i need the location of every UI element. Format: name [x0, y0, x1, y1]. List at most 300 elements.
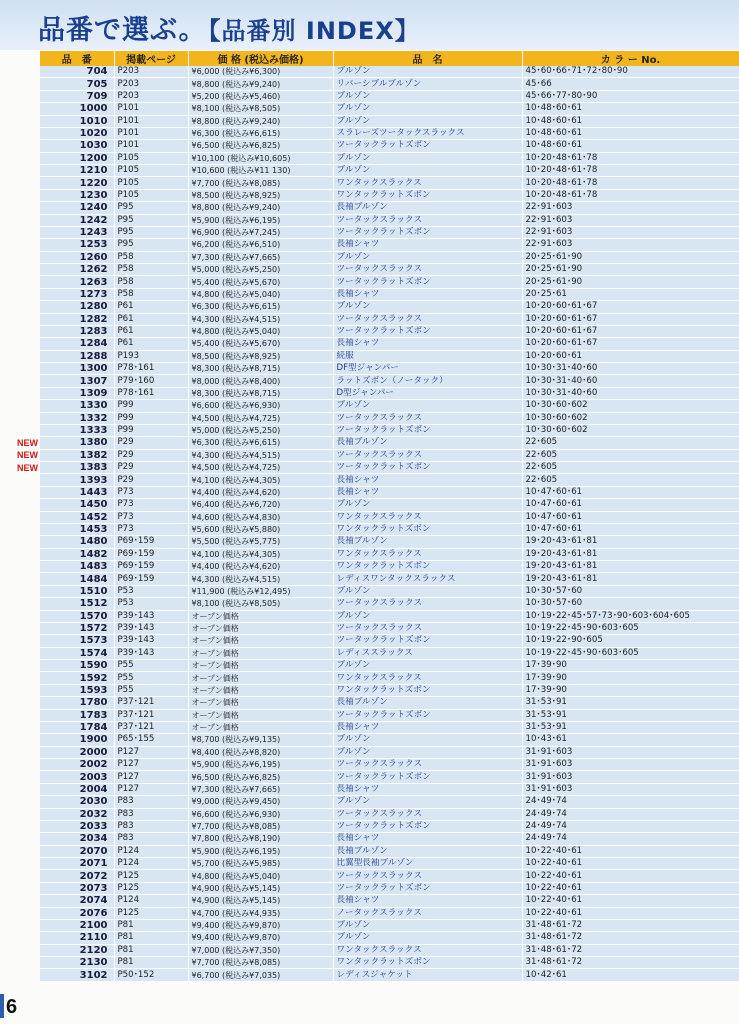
- cell-no: 1253: [40, 239, 114, 251]
- table-row: [40, 363, 739, 375]
- table-row: [40, 870, 739, 882]
- cell-page: P78･161: [114, 387, 188, 399]
- cell-colors: 17･39･90: [522, 660, 739, 672]
- table-row: [40, 226, 739, 238]
- cell-page: P95: [114, 239, 188, 251]
- table-row: [40, 697, 739, 709]
- table-row: [40, 462, 739, 474]
- cell-page: P101: [114, 127, 188, 139]
- cell-name: D型ジャンパー: [333, 387, 522, 399]
- cell-colors: 22･605: [522, 474, 739, 486]
- cell-no: 3102: [40, 969, 114, 981]
- cell-price: オープン価格: [188, 709, 333, 721]
- table-row: [40, 548, 739, 560]
- cell-price: ¥4,900 (税込み¥5,145): [188, 882, 333, 894]
- cell-colors: 10･47･60･61: [522, 511, 739, 523]
- cell-price: ¥9,400 (税込み¥9,870): [188, 932, 333, 944]
- cell-no: 2073: [40, 882, 114, 894]
- table-row: [40, 907, 739, 919]
- cell-no: 2033: [40, 820, 114, 832]
- cell-colors: 10･20･48･61･78: [522, 152, 739, 164]
- cell-colors: 10･42･61: [522, 969, 739, 981]
- table-row: [40, 264, 739, 276]
- cell-name: 比翼型長袖ブルゾン: [333, 858, 522, 870]
- cell-name: ワンタックラットズボン: [333, 957, 522, 969]
- cell-page: P39･143: [114, 622, 188, 634]
- cell-page: P83: [114, 808, 188, 820]
- cell-name: ブルゾン: [333, 301, 522, 313]
- cell-price: オープン価格: [188, 684, 333, 696]
- cell-name: DF型ジャンパー: [333, 363, 522, 375]
- cell-colors: 19･20･43･61･81: [522, 548, 739, 560]
- page-number-bar: [0, 994, 4, 1018]
- cell-name: 長袖シャツ: [333, 474, 522, 486]
- cell-price: オープン価格: [188, 672, 333, 684]
- table-row: [40, 684, 739, 696]
- cell-colors: 10･22･40･61: [522, 882, 739, 894]
- cell-price: ¥9,000 (税込み¥9,450): [188, 796, 333, 808]
- cell-colors: 10･20･60･61･67: [522, 325, 739, 337]
- cell-no: 1780: [40, 697, 114, 709]
- cell-price: ¥4,300 (税込み¥4,515): [188, 449, 333, 461]
- cell-colors: 10･19･22･45･90･603･605: [522, 647, 739, 659]
- cell-page: P83: [114, 833, 188, 845]
- cell-page: P55: [114, 684, 188, 696]
- cell-page: P37･121: [114, 709, 188, 721]
- cell-name: ツータックラットズボン: [333, 882, 522, 894]
- cell-name: レディスワンタックスラックス: [333, 573, 522, 585]
- cell-page: P95: [114, 214, 188, 226]
- cell-name: 長袖シャツ: [333, 338, 522, 350]
- table-row: [40, 239, 739, 251]
- cell-name: ツータックスラックス: [333, 214, 522, 226]
- cell-price: オープン価格: [188, 635, 333, 647]
- cell-name: スラレーズツータックスラックス: [333, 127, 522, 139]
- cell-colors: 31･48･61･72: [522, 919, 739, 931]
- cell-name: 長袖シャツ: [333, 721, 522, 733]
- cell-no: 1484: [40, 573, 114, 585]
- cell-price: ¥7,800 (税込み¥8,190): [188, 833, 333, 845]
- cell-name: ツータックスラックス: [333, 264, 522, 276]
- table-row: [40, 511, 739, 523]
- cell-price: ¥6,200 (税込み¥6,510): [188, 239, 333, 251]
- cell-page: P29: [114, 462, 188, 474]
- table-row: [40, 796, 739, 808]
- cell-no: 1280: [40, 301, 114, 313]
- cell-colors: 10･30･57･60: [522, 585, 739, 597]
- table-row: [40, 499, 739, 511]
- cell-name: ブルゾン: [333, 796, 522, 808]
- cell-colors: 10･48･60･61: [522, 127, 739, 139]
- cell-page: P124: [114, 895, 188, 907]
- cell-no: 1483: [40, 561, 114, 573]
- cell-price: オープン価格: [188, 610, 333, 622]
- cell-page: P58: [114, 288, 188, 300]
- cell-colors: 31･53･91: [522, 697, 739, 709]
- cell-colors: 19･20･43･61･81: [522, 573, 739, 585]
- cell-page: P39･143: [114, 610, 188, 622]
- cell-name: ブルゾン: [333, 103, 522, 115]
- cell-colors: 22･605: [522, 437, 739, 449]
- table-row: [40, 202, 739, 214]
- cell-colors: 10･22･40･61: [522, 895, 739, 907]
- cell-price: オープン価格: [188, 660, 333, 672]
- cell-name: ブルゾン: [333, 610, 522, 622]
- table-row: [40, 313, 739, 325]
- cell-no: 1480: [40, 536, 114, 548]
- cell-name: ツータックラットズボン: [333, 709, 522, 721]
- new-badge: NEW: [17, 437, 38, 448]
- table-row: [40, 140, 739, 152]
- cell-price: ¥5,200 (税込み¥5,460): [188, 90, 333, 102]
- cell-name: ワンタックスラックス: [333, 177, 522, 189]
- new-badge: NEW: [17, 450, 38, 461]
- cell-colors: 10･47･60･61: [522, 523, 739, 535]
- cell-no: 1383: [40, 462, 114, 474]
- cell-page: P69･159: [114, 536, 188, 548]
- cell-page: P61: [114, 325, 188, 337]
- table-row: [40, 103, 739, 115]
- cell-page: P55: [114, 672, 188, 684]
- cell-colors: 10･20･60･61･67: [522, 301, 739, 313]
- cell-colors: 10･19･22･45･57･73･90･603･604･605: [522, 610, 739, 622]
- cell-name: ツータックラットズボン: [333, 820, 522, 832]
- cell-price: オープン価格: [188, 622, 333, 634]
- table-row: [40, 424, 739, 436]
- cell-price: ¥8,800 (税込み¥9,240): [188, 115, 333, 127]
- cell-price: ¥4,800 (税込み¥5,040): [188, 325, 333, 337]
- cell-no: 1300: [40, 363, 114, 375]
- cell-colors: 22･605: [522, 462, 739, 474]
- cell-no: 2120: [40, 944, 114, 956]
- cell-page: P193: [114, 350, 188, 362]
- cell-colors: 19･20･43･61･81: [522, 561, 739, 573]
- cell-name: ブルゾン: [333, 499, 522, 511]
- table-row: [40, 474, 739, 486]
- cell-no: 704: [40, 66, 114, 78]
- cell-page: P61: [114, 338, 188, 350]
- cell-price: ¥8,700 (税込み¥9,135): [188, 734, 333, 746]
- cell-price: ¥4,400 (税込み¥4,620): [188, 561, 333, 573]
- cell-no: 1330: [40, 400, 114, 412]
- cell-page: P53: [114, 598, 188, 610]
- cell-price: ¥6,600 (税込み¥6,930): [188, 400, 333, 412]
- cell-no: 2110: [40, 932, 114, 944]
- cell-no: 1220: [40, 177, 114, 189]
- cell-page: P124: [114, 845, 188, 857]
- cell-no: 1450: [40, 499, 114, 511]
- cell-page: P73: [114, 511, 188, 523]
- cell-price: ¥4,300 (税込み¥4,515): [188, 313, 333, 325]
- cell-page: P127: [114, 759, 188, 771]
- cell-price: ¥4,800 (税込み¥5,040): [188, 288, 333, 300]
- table-row: [40, 845, 739, 857]
- cell-colors: 31･91･603: [522, 783, 739, 795]
- cell-price: ¥8,400 (税込み¥8,820): [188, 746, 333, 758]
- cell-name: 長袖ブルゾン: [333, 845, 522, 857]
- cell-name: ワンタックスラックス: [333, 672, 522, 684]
- cell-colors: 31･48･61･72: [522, 957, 739, 969]
- cell-price: ¥10,600 (税込み¥11 130): [188, 165, 333, 177]
- cell-price: ¥8,500 (税込み¥8,925): [188, 350, 333, 362]
- cell-no: 705: [40, 78, 114, 90]
- cell-price: ¥5,400 (税込み¥5,670): [188, 338, 333, 350]
- cell-no: 1262: [40, 264, 114, 276]
- cell-price: ¥7,700 (税込み¥8,085): [188, 820, 333, 832]
- cell-colors: 24･49･74: [522, 833, 739, 845]
- cell-colors: 31･53･91: [522, 721, 739, 733]
- cell-no: 1240: [40, 202, 114, 214]
- cell-price: ¥8,300 (税込み¥8,715): [188, 387, 333, 399]
- table-row: [40, 783, 739, 795]
- cell-name: ワンタックスラックス: [333, 548, 522, 560]
- cell-colors: 10･47･60･61: [522, 499, 739, 511]
- cell-colors: 31･48･61･72: [522, 932, 739, 944]
- cell-price: ¥6,300 (税込み¥6,615): [188, 301, 333, 313]
- cell-price: ¥5,900 (税込み¥6,195): [188, 845, 333, 857]
- cell-no: 1452: [40, 511, 114, 523]
- cell-name: 長袖ブルゾン: [333, 437, 522, 449]
- col-header-price: 価 格 (税込み価格): [188, 51, 333, 66]
- cell-price: ¥7,300 (税込み¥7,665): [188, 783, 333, 795]
- table-row: [40, 919, 739, 931]
- cell-colors: 10･43･61: [522, 734, 739, 746]
- table-row: [40, 214, 739, 226]
- cell-name: ツータックスラックス: [333, 412, 522, 424]
- cell-page: P69･159: [114, 561, 188, 573]
- table-row: [40, 944, 739, 956]
- cell-page: P73: [114, 523, 188, 535]
- cell-name: ブルゾン: [333, 152, 522, 164]
- cell-page: P105: [114, 189, 188, 201]
- cell-colors: 10･19･22･45･90･603･605: [522, 622, 739, 634]
- cell-page: P73: [114, 486, 188, 498]
- cell-no: 2071: [40, 858, 114, 870]
- table-row: [40, 78, 739, 90]
- table-row: [40, 573, 739, 585]
- cell-page: P65･155: [114, 734, 188, 746]
- cell-page: P127: [114, 746, 188, 758]
- cell-page: P81: [114, 944, 188, 956]
- cell-page: P69･159: [114, 573, 188, 585]
- table-row: [40, 165, 739, 177]
- table-row: [40, 561, 739, 573]
- cell-colors: 31･48･61･72: [522, 944, 739, 956]
- cell-page: P127: [114, 771, 188, 783]
- cell-page: P105: [114, 177, 188, 189]
- cell-name: ブルゾン: [333, 746, 522, 758]
- cell-no: 1590: [40, 660, 114, 672]
- cell-name: 長袖ブルゾン: [333, 697, 522, 709]
- cell-name: ツータックスラックス: [333, 808, 522, 820]
- cell-page: P69･159: [114, 548, 188, 560]
- cell-no: 2034: [40, 833, 114, 845]
- cell-page: P29: [114, 437, 188, 449]
- cell-colors: 10･22･40･61: [522, 858, 739, 870]
- cell-colors: 17･39･90: [522, 672, 739, 684]
- cell-colors: 45･66: [522, 78, 739, 90]
- cell-no: 1574: [40, 647, 114, 659]
- cell-no: 1283: [40, 325, 114, 337]
- cell-page: P61: [114, 313, 188, 325]
- table-body: [40, 66, 739, 981]
- cell-page: P125: [114, 870, 188, 882]
- cell-page: P101: [114, 140, 188, 152]
- cell-colors: 10･20･48･61･78: [522, 165, 739, 177]
- cell-colors: 10･48･60･61: [522, 103, 739, 115]
- table-row: [40, 969, 739, 981]
- cell-price: ¥6,600 (税込み¥6,930): [188, 808, 333, 820]
- cell-price: ¥4,700 (税込み¥4,935): [188, 907, 333, 919]
- cell-name: ブルゾン: [333, 115, 522, 127]
- cell-name: 長袖シャツ: [333, 288, 522, 300]
- cell-page: P81: [114, 919, 188, 931]
- table-row: [40, 189, 739, 201]
- cell-name: レディススラックス: [333, 647, 522, 659]
- table-row: [40, 672, 739, 684]
- cell-name: 長袖ブルゾン: [333, 536, 522, 548]
- cell-name: ブルゾン: [333, 251, 522, 263]
- cell-no: 1512: [40, 598, 114, 610]
- cell-page: P101: [114, 103, 188, 115]
- cell-page: P203: [114, 90, 188, 102]
- page-title: [38, 8, 420, 47]
- cell-name: ワンタックスラックス: [333, 944, 522, 956]
- cell-page: P58: [114, 276, 188, 288]
- cell-page: P55: [114, 660, 188, 672]
- cell-colors: 10･20･48･61･78: [522, 177, 739, 189]
- table-row: [40, 437, 739, 449]
- table-row: [40, 301, 739, 313]
- cell-price: ¥4,800 (税込み¥5,040): [188, 870, 333, 882]
- cell-page: P95: [114, 226, 188, 238]
- cell-price: ¥4,400 (税込み¥4,620): [188, 486, 333, 498]
- table-row: [40, 375, 739, 387]
- table-row: [40, 721, 739, 733]
- cell-page: P81: [114, 957, 188, 969]
- cell-colors: 10･48･60･61: [522, 140, 739, 152]
- cell-colors: 10･30･60･602: [522, 400, 739, 412]
- cell-colors: 24･49･74: [522, 808, 739, 820]
- cell-colors: 22･91･603: [522, 202, 739, 214]
- cell-name: 長袖シャツ: [333, 833, 522, 845]
- cell-no: 1200: [40, 152, 114, 164]
- cell-no: 2070: [40, 845, 114, 857]
- cell-price: ¥5,000 (税込み¥5,250): [188, 424, 333, 436]
- cell-no: 2072: [40, 870, 114, 882]
- cell-colors: 31･91･603: [522, 771, 739, 783]
- cell-colors: 22･91･603: [522, 239, 739, 251]
- cell-name: 長袖ブルゾン: [333, 202, 522, 214]
- cell-no: 1783: [40, 709, 114, 721]
- cell-page: P39･143: [114, 635, 188, 647]
- cell-name: ブルゾン: [333, 90, 522, 102]
- cell-no: 2004: [40, 783, 114, 795]
- table-row: [40, 400, 739, 412]
- table-row: [40, 350, 739, 362]
- table-row: [40, 66, 739, 78]
- table-row: [40, 833, 739, 845]
- table-row: [40, 610, 739, 622]
- cell-no: 2003: [40, 771, 114, 783]
- cell-colors: 24･49･74: [522, 796, 739, 808]
- table-row: [40, 486, 739, 498]
- cell-colors: 31･53･91: [522, 709, 739, 721]
- table-row: [40, 858, 739, 870]
- table-row: [40, 598, 739, 610]
- cell-name: ツータックスラックス: [333, 759, 522, 771]
- cell-page: P99: [114, 412, 188, 424]
- cell-no: 1570: [40, 610, 114, 622]
- cell-page: P203: [114, 66, 188, 78]
- cell-price: ¥5,700 (税込み¥5,985): [188, 858, 333, 870]
- cell-name: ノータックスラックス: [333, 907, 522, 919]
- index-table: [40, 51, 739, 982]
- cell-price: ¥11,900 (税込み¥12,495): [188, 585, 333, 597]
- cell-price: ¥8,800 (税込み¥9,240): [188, 78, 333, 90]
- cell-colors: 22･605: [522, 449, 739, 461]
- cell-price: ¥6,700 (税込み¥7,035): [188, 969, 333, 981]
- cell-no: 1593: [40, 684, 114, 696]
- cell-price: ¥6,500 (税込み¥6,825): [188, 140, 333, 152]
- cell-no: 1263: [40, 276, 114, 288]
- table-row: [40, 771, 739, 783]
- cell-name: ブルゾン: [333, 400, 522, 412]
- cell-price: ¥5,400 (税込み¥5,670): [188, 276, 333, 288]
- cell-colors: 17･39･90: [522, 684, 739, 696]
- cell-name: ラットズボン（ノータック）: [333, 375, 522, 387]
- table-row: [40, 808, 739, 820]
- cell-colors: 10･19･22･90･605: [522, 635, 739, 647]
- cell-price: ¥9,400 (税込み¥9,870): [188, 919, 333, 931]
- cell-price: ¥5,500 (税込み¥5,775): [188, 536, 333, 548]
- cell-name: ワンタックラットズボン: [333, 561, 522, 573]
- header-band: [0, 0, 739, 50]
- cell-price: ¥4,100 (税込み¥4,305): [188, 474, 333, 486]
- cell-colors: 31･91･603: [522, 746, 739, 758]
- cell-price: ¥8,300 (税込み¥8,715): [188, 363, 333, 375]
- cell-page: P29: [114, 449, 188, 461]
- table-row: [40, 585, 739, 597]
- cell-name: ツータックラットズボン: [333, 424, 522, 436]
- cell-name: ブルゾン: [333, 919, 522, 931]
- cell-no: 1573: [40, 635, 114, 647]
- cell-price: オープン価格: [188, 647, 333, 659]
- table-row: [40, 536, 739, 548]
- cell-no: 1282: [40, 313, 114, 325]
- cell-colors: 10･20･60･61･67: [522, 338, 739, 350]
- cell-name: ワンタックラットズボン: [333, 684, 522, 696]
- cell-name: ツータックラットズボン: [333, 276, 522, 288]
- cell-page: P50･152: [114, 969, 188, 981]
- title-main: 品番で選ぶ。: [38, 15, 207, 46]
- cell-name: ブルゾン: [333, 932, 522, 944]
- table-row: [40, 449, 739, 461]
- table-row: [40, 90, 739, 102]
- cell-page: P37･121: [114, 721, 188, 733]
- cell-price: ¥7,700 (税込み¥8,085): [188, 957, 333, 969]
- cell-name: 長袖シャツ: [333, 486, 522, 498]
- table-row: [40, 746, 739, 758]
- cell-colors: 10･22･40･61: [522, 907, 739, 919]
- table-row: [40, 177, 739, 189]
- cell-colors: 19･20･43･61･81: [522, 536, 739, 548]
- cell-no: 2030: [40, 796, 114, 808]
- cell-page: P58: [114, 251, 188, 263]
- cell-price: ¥6,900 (税込み¥7,245): [188, 226, 333, 238]
- cell-no: 1020: [40, 127, 114, 139]
- cell-colors: 10･22･40･61: [522, 870, 739, 882]
